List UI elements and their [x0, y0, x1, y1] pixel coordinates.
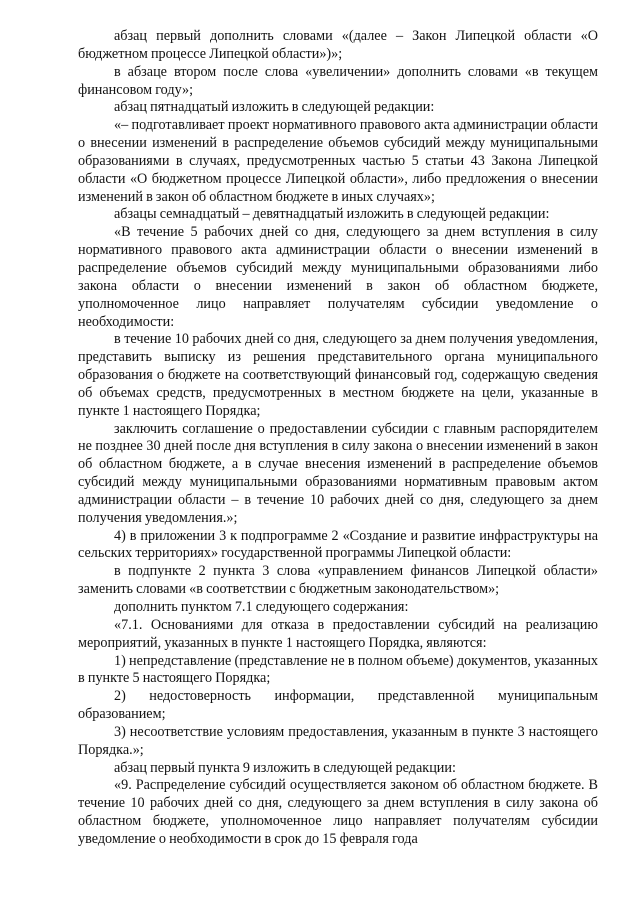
paragraph: «9. Распределение субсидий осуществляется законом об областном бюджете. В течение 10 рабочих дней со дня, следующего за днем вступления в силу закона об областном бюджете, уполномоченное лицо направляет получателям субсидии уведомление о необходимости в срок до 15 февраля года: [78, 777, 598, 847]
paragraph: абзац пятнадцатый изложить в следующей редакции:: [114, 99, 435, 116]
paragraph: 3) несоответствие условиям предоставления, указанным в пункте 3 настоящего Порядка.»;: [78, 723, 598, 758]
paragraph: в подпункте 2 пункта 3 слова «управлением финансов Липецкой области» заменить словами «в соответствии с бюджетным законодательством»;: [78, 563, 598, 598]
paragraph: абзац первый дополнить словами «(далее – Закон Липецкой области «О бюджетном процессе Липецкой области»)»;: [78, 28, 598, 62]
paragraph: 1) непредставление (представление не в полном объеме) документов, указанных в пункте 5 настоящего Порядка;: [78, 652, 598, 687]
paragraph: в абзаце втором после слова «увеличении» дополнить словами «в текущем финансовом году»;: [78, 63, 598, 98]
paragraph: 4) в приложении 3 к подпрограмме 2 «Создание и развитие инфраструктуры на сельских территориях» государственной программы Липецкой области:: [78, 527, 598, 562]
paragraph: 2) недостоверность информации, представленной муниципальным образованием;: [78, 688, 598, 723]
paragraph: в течение 10 рабочих дней со дня, следующего за днем получения уведомления, представить выписку из решения представительного органа муниципального образования о бюджете на соответствующий финансовый год, содержащую сведения об объемах средств, предусмотренных в местном бюджете на цели, указанные в пункте 1 настоящего Порядка;: [78, 331, 598, 419]
paragraph: «В течение 5 рабочих дней со дня, следующего за днем вступления в силу нормативного правового акта администрации области о внесении изменений в распределение объемов субсидий между муниципальными образованиями либо закона области о внесении изменений в закон об областном бюджете, уполномоченное лицо направляет получателям субсидии уведомление о необходимости:: [78, 224, 598, 330]
paragraph: абзац первый пункта 9 изложить в следующей редакции:: [114, 759, 456, 776]
paragraph: дополнить пунктом 7.1 следующего содержания:: [114, 599, 409, 615]
paragraph: заключить соглашение о предоставлении субсидии с главным распорядителем не позднее 30 дней после дня вступления в силу закона о внесении изменений в закон об областном бюджете, а в случае внесения изменений в распределение объемов субсидий между муниципальными образованиями нормативным правовым актом администрации области – в течение 10 рабочих дней со дня, следующего за днем получения уведомления.»;: [78, 420, 598, 526]
paragraph: «– подготавливает проект нормативного правового акта администрации области о внесении изменений в распределение объемов субсидий между муниципальными образованиями в случаях, предусмотренных частью 5 статьи 43 Закона Липецкой области «О бюджетном процессе Липецкой области», либо предложения о внесении изменений в закон об областном бюджете в иных случаях»;: [78, 117, 598, 205]
document-page: [78, 28, 598, 849]
paragraph: «7.1. Основаниями для отказа в предоставлении субсидий на реализацию мероприятий, указанных в пункте 1 настоящего Порядка, являются:: [78, 616, 598, 651]
paragraph: абзацы семнадцатый – девятнадцатый изложить в следующей редакции:: [114, 206, 550, 223]
